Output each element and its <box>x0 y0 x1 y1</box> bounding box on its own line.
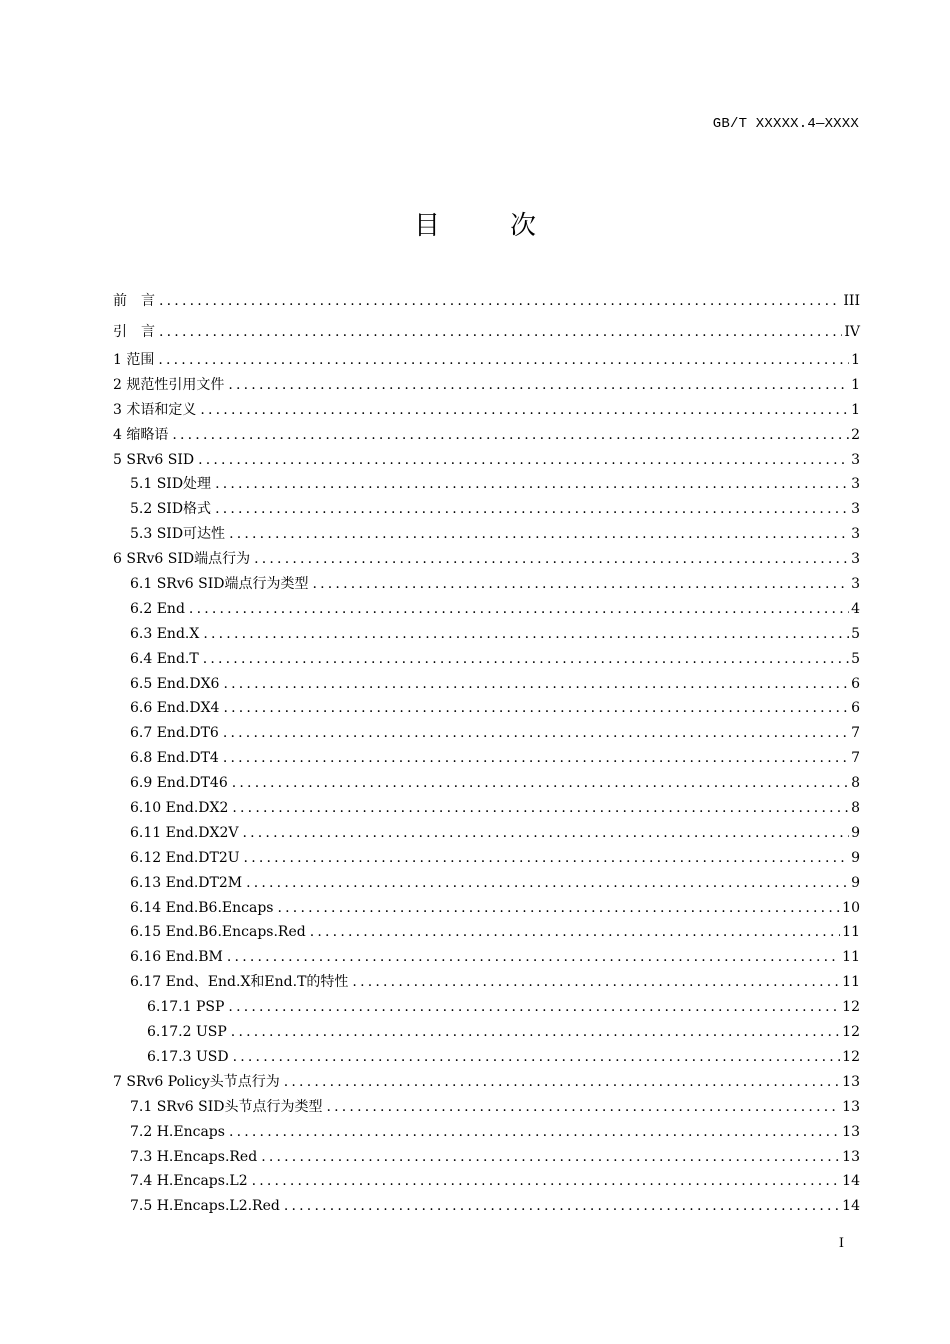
toc-entry-title: 7.5 H.Encaps.L2.Red <box>130 1198 280 1215</box>
toc-entry-title: 6.2 End <box>130 600 185 617</box>
toc-entry-title: 6.10 End.DX2 <box>130 800 229 817</box>
toc-entry[interactable] <box>113 1020 860 1045</box>
toc-entry-title: 6.7 End.DT6 <box>130 725 219 742</box>
toc-entry[interactable] <box>113 547 860 572</box>
toc-entry-page: 3 <box>851 551 860 568</box>
toc-entry[interactable] <box>113 970 860 995</box>
toc-leader-dots <box>223 672 849 697</box>
toc-leader-dots <box>223 746 849 771</box>
toc-leader-dots <box>232 796 849 821</box>
toc-entry-page: 4 <box>851 600 860 617</box>
toc-entry-page: 14 <box>842 1173 860 1190</box>
toc-entry-page: 1 <box>851 401 860 418</box>
toc-entry-page: 14 <box>842 1198 860 1215</box>
toc-entry-title: 2 规范性引用文件 <box>113 376 225 393</box>
toc-entry-page: IV <box>844 324 860 340</box>
toc-entry[interactable] <box>113 945 860 970</box>
toc-entry-page: 2 <box>851 426 860 443</box>
toc-entry-title: 6.9 End.DT46 <box>130 775 228 792</box>
toc-entry-page: 5 <box>851 625 860 642</box>
toc-entry-title: 6.5 End.DX6 <box>130 675 220 692</box>
toc-entry[interactable] <box>113 846 860 871</box>
toc-leader-dots <box>312 572 849 597</box>
toc-entry[interactable] <box>113 373 860 398</box>
toc-leader-dots <box>228 373 849 398</box>
toc-entry-page: 11 <box>842 974 860 991</box>
toc-entry-page: 11 <box>842 924 860 941</box>
toc-entry[interactable] <box>113 896 860 921</box>
toc-entry-title: 4 缩略语 <box>113 426 169 443</box>
toc-leader-dots <box>246 871 849 896</box>
toc-leader-dots <box>228 995 840 1020</box>
toc-entry[interactable] <box>113 597 860 622</box>
toc-entry-title: 7.1 SRv6 SID头节点行为类型 <box>130 1098 323 1115</box>
toc-entry[interactable] <box>113 1169 860 1194</box>
toc-entry-page: 13 <box>842 1123 860 1140</box>
toc-entry-page: 13 <box>842 1098 860 1115</box>
toc-entry-title: 6.13 End.DT2M <box>130 874 243 891</box>
toc-leader-dots <box>326 1095 840 1120</box>
toc-leader-dots <box>261 1145 840 1170</box>
toc-entry-title: 引 言 <box>113 324 155 340</box>
toc-entry[interactable] <box>113 672 860 697</box>
toc-entry[interactable] <box>113 871 860 896</box>
toc-leader-dots <box>203 622 849 647</box>
toc-leader-dots <box>242 821 849 846</box>
toc-entry-title: 5.1 SID处理 <box>130 476 212 493</box>
toc-entry-page: 12 <box>842 1024 860 1041</box>
toc-entry-title: 6.17 End、End.X和End.T的特性 <box>130 974 349 991</box>
toc-entry[interactable] <box>113 821 860 846</box>
toc-title: 目 次 <box>413 211 558 241</box>
toc-entry[interactable] <box>113 286 860 317</box>
toc-entry-title: 6.1 SRv6 SID端点行为类型 <box>130 576 309 593</box>
toc-leader-dots <box>158 348 849 373</box>
toc-entry-title: 6 SRv6 SID端点行为 <box>113 551 251 568</box>
toc-entry[interactable] <box>113 398 860 423</box>
toc-entry[interactable] <box>113 317 860 348</box>
toc-entry-title: 3 术语和定义 <box>113 401 197 418</box>
toc-leader-dots <box>223 721 849 746</box>
toc-entry[interactable] <box>113 448 860 473</box>
toc-entry[interactable] <box>113 771 860 796</box>
toc-leader-dots <box>244 846 850 871</box>
toc-entry-page: 9 <box>851 849 860 866</box>
toc-entry[interactable] <box>113 572 860 597</box>
toc-entry-title: 6.8 End.DT4 <box>130 750 219 767</box>
document-id: GB/T XXXXX.4—XXXX <box>712 116 859 132</box>
toc-entry[interactable] <box>113 423 860 448</box>
toc-entry[interactable] <box>113 647 860 672</box>
toc-entry[interactable] <box>113 1095 860 1120</box>
toc-entry-title: 1 范围 <box>113 352 155 368</box>
toc-leader-dots <box>215 472 849 497</box>
toc-entry-page: 11 <box>842 949 860 966</box>
toc-leader-dots <box>189 597 849 622</box>
toc-leader-dots <box>252 1169 841 1194</box>
toc-leader-dots <box>172 423 849 448</box>
toc-entry-title: 6.17.1 PSP <box>147 999 225 1016</box>
toc-entry-title: 6.14 End.B6.Encaps <box>130 899 274 916</box>
toc-entry-title: 前 言 <box>113 293 155 309</box>
toc-entry-page: III <box>843 293 860 309</box>
toc-entry-title: 6.3 End.X <box>130 625 200 642</box>
toc-entry[interactable] <box>113 522 860 547</box>
toc-leader-dots <box>215 497 849 522</box>
toc-leader-dots <box>233 1045 841 1070</box>
toc-entry-title: 6.6 End.DX4 <box>130 700 220 717</box>
toc-leader-dots <box>352 970 840 995</box>
toc-leader-dots <box>159 317 842 348</box>
toc-entry-page: 12 <box>842 999 860 1016</box>
toc-leader-dots <box>232 771 849 796</box>
toc-entry-page: 1 <box>851 376 860 393</box>
toc-leader-dots <box>203 647 849 672</box>
toc-entry-title: 7.4 H.Encaps.L2 <box>130 1173 248 1190</box>
toc-entry-title: 7.2 H.Encaps <box>130 1123 225 1140</box>
toc-entry-page: 9 <box>851 824 860 841</box>
toc-entry-title: 6.15 End.B6.Encaps.Red <box>130 924 306 941</box>
toc-entry-page: 6 <box>851 675 860 692</box>
toc-entry-page: 8 <box>851 800 860 817</box>
toc-leader-dots <box>284 1070 840 1095</box>
toc-entry-page: 1 <box>851 352 860 368</box>
toc-entry[interactable] <box>113 1145 860 1170</box>
toc-entry-title: 6.16 End.BM <box>130 949 223 966</box>
toc-entry[interactable] <box>113 1070 860 1095</box>
toc-leader-dots <box>223 696 849 721</box>
toc-leader-dots <box>227 945 840 970</box>
toc-leader-dots <box>229 1120 840 1145</box>
toc-entry-page: 3 <box>851 476 860 493</box>
toc-leader-dots <box>284 1194 840 1219</box>
toc-entry-title: 7.3 H.Encaps.Red <box>130 1148 258 1165</box>
toc-entry-title: 6.17.2 USP <box>147 1024 227 1041</box>
toc-entry-title: 7 SRv6 Policy头节点行为 <box>113 1073 280 1090</box>
toc-leader-dots <box>198 448 849 473</box>
toc-entry[interactable] <box>113 622 860 647</box>
page-number: I <box>838 1236 844 1251</box>
toc-entry-page: 7 <box>851 750 860 767</box>
toc-entry-page: 3 <box>851 526 860 543</box>
toc-entry-page: 3 <box>851 576 860 593</box>
toc-entry[interactable] <box>113 1194 860 1219</box>
toc-entry-page: 3 <box>851 451 860 468</box>
toc-entry[interactable] <box>113 746 860 771</box>
toc-entry-page: 8 <box>851 775 860 792</box>
toc-entry[interactable] <box>113 995 860 1020</box>
toc-entry-title: 5.3 SID可达性 <box>130 526 226 543</box>
toc-entry[interactable] <box>113 1045 860 1070</box>
toc-entry-page: 13 <box>842 1073 860 1090</box>
toc-entry-title: 5.2 SID格式 <box>130 501 212 518</box>
toc-leader-dots <box>310 920 840 945</box>
toc-entry-page: 12 <box>842 1048 860 1065</box>
toc-entry-page: 13 <box>842 1148 860 1165</box>
toc-leader-dots <box>159 286 841 317</box>
toc-entry-page: 10 <box>842 899 860 916</box>
toc-entry-page: 7 <box>851 725 860 742</box>
toc-leader-dots <box>229 522 849 547</box>
toc-entry-title: 6.11 End.DX2V <box>130 824 239 841</box>
toc-entry-title: 5 SRv6 SID <box>113 451 195 468</box>
table-of-contents <box>113 286 860 1219</box>
toc-leader-dots <box>231 1020 840 1045</box>
toc-entry-title: 6.12 End.DT2U <box>130 849 240 866</box>
toc-leader-dots <box>254 547 849 572</box>
toc-entry-title: 6.4 End.T <box>130 650 199 667</box>
toc-entry[interactable] <box>113 472 860 497</box>
toc-entry-page: 9 <box>851 874 860 891</box>
toc-entry[interactable] <box>113 1120 860 1145</box>
toc-leader-dots <box>200 398 849 423</box>
toc-entry-title: 6.17.3 USD <box>147 1048 229 1065</box>
toc-leader-dots <box>278 896 841 921</box>
toc-entry-page: 5 <box>851 650 860 667</box>
toc-entry[interactable] <box>113 497 860 522</box>
toc-entry-page: 3 <box>851 501 860 518</box>
toc-entry[interactable] <box>113 696 860 721</box>
toc-entry[interactable] <box>113 721 860 746</box>
toc-entry[interactable] <box>113 348 860 373</box>
toc-entry[interactable] <box>113 920 860 945</box>
toc-entry[interactable] <box>113 796 860 821</box>
toc-entry-page: 6 <box>851 700 860 717</box>
